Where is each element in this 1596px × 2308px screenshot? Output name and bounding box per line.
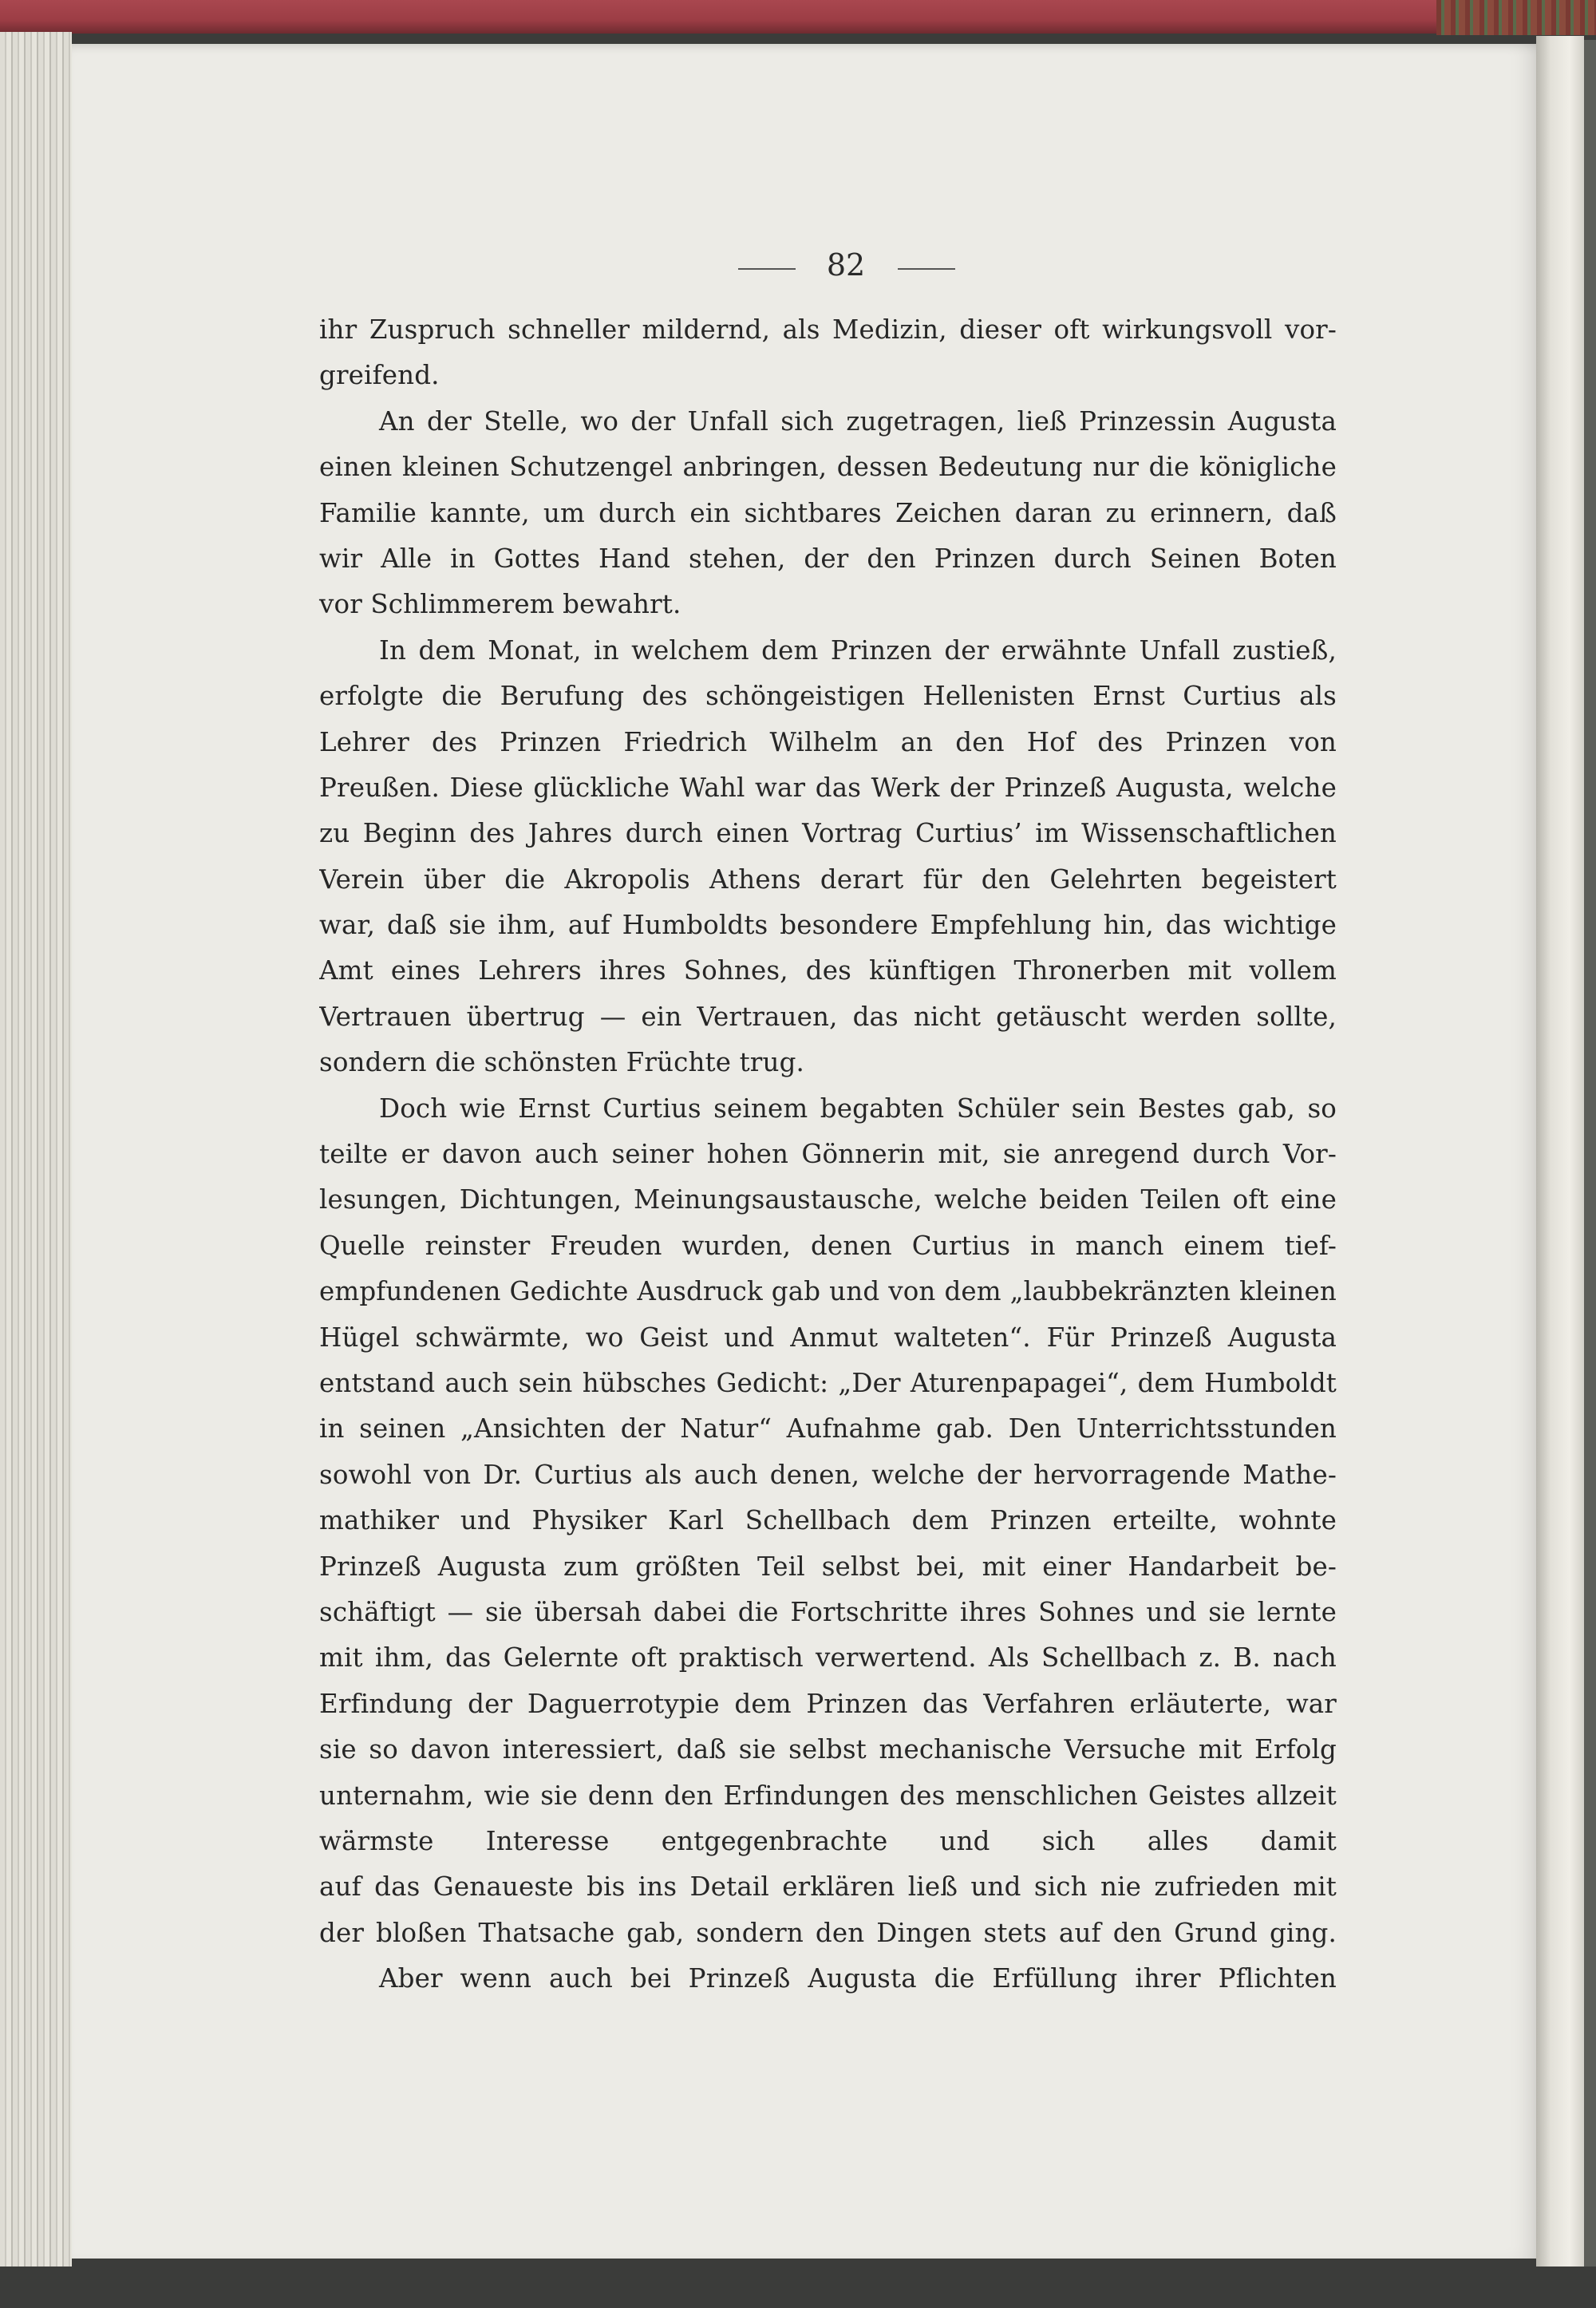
text-line: wir Alle in Gottes Hand stehen, der den Prinzen durch Seinen Boten	[319, 543, 1337, 574]
text-line: Preußen. Diese glückliche Wahl war das Werk der Prinzeß Augusta, welche	[319, 772, 1337, 803]
text-line: Aber wenn auch bei Prinzeß Augusta die Erfüllung ihrer Pflichten	[379, 1963, 1337, 1994]
text-line: unternahm, wie sie denn den Erfindungen des menschlichen Geistes allzeit	[319, 1780, 1337, 1811]
paragraph	[319, 399, 1337, 628]
body-text	[319, 307, 1337, 2002]
paragraph	[319, 1086, 1337, 1956]
page-number: 82	[826, 247, 866, 283]
text-line: sowohl von Dr. Curtius als auch denen, welche der hervorragende Mathe-	[319, 1459, 1337, 1490]
text-line: erfolgte die Berufung des schöngeistigen Hellenisten Ernst Curtius als	[319, 681, 1337, 712]
text-line: Prinzeß Augusta zum größten Teil selbst bei, mit einer Handarbeit be-	[319, 1551, 1337, 1582]
text-line: zu Beginn des Jahres durch einen Vortrag Curtius’ im Wissenschaftlichen	[319, 818, 1337, 849]
text-line: wärmste Interesse entgegenbrachte und sich alles damit	[319, 1825, 1337, 1856]
text-line: war, daß sie ihm, auf Humboldts besondere Empfehlung hin, das wichtige	[319, 910, 1337, 941]
book-spine-shadow	[1584, 40, 1596, 2267]
paragraph	[319, 307, 1337, 399]
text-line: teilte er davon auch seiner hohen Gönnerin mit, sie anregend durch Vor-	[319, 1139, 1337, 1170]
text-line: schäftigt — sie übersah dabei die Fortschritte ihres Sohnes und sie lernte	[319, 1596, 1337, 1627]
book-cover-edge	[0, 0, 1596, 34]
text-line: Familie kannte, um durch ein sichtbares Zeichen daran zu erinnern, daß	[319, 497, 1337, 528]
text-line: mathiker und Physiker Karl Schellbach dem Prinzen erteilte, wohnte	[319, 1505, 1337, 1536]
text-line: in seinen „Ansichten der Natur“ Aufnahme gab. Den Unterrichtsstunden	[319, 1413, 1337, 1444]
header-rule-left	[738, 268, 796, 270]
text-line: ihr Zuspruch schneller mildernd, als Medizin, dieser oft wirkungsvoll vor-	[319, 314, 1337, 345]
text-line: Quelle reinster Freuden wurden, denen Curtius in manch einem tief-	[319, 1230, 1337, 1261]
text-line: der bloßen Thatsache gab, sondern den Dingen stets auf den Grund ging.	[319, 1917, 1337, 1948]
paragraph	[319, 1956, 1337, 2002]
paragraph	[319, 628, 1337, 1086]
text-line: Lehrer des Prinzen Friedrich Wilhelm an den Hof des Prinzen von	[319, 726, 1337, 757]
text-line: Erfindung der Daguerrotypie dem Prinzen das Verfahren erläuterte, war	[319, 1688, 1337, 1719]
text-line: empfundenen Gedichte Ausdruck gab und von dem „laubbekränzten kleinen	[319, 1276, 1337, 1307]
text-line: auf das Genaueste bis ins Detail erklären ließ und sich nie zufrieden mit	[319, 1871, 1337, 1903]
text-line: Verein über die Akropolis Athens derart für den Gelehrten begeistert	[319, 864, 1337, 895]
text-line: Amt eines Lehrers ihres Sohnes, des künftigen Thronerben mit vollem	[319, 955, 1337, 986]
text-line: Doch wie Ernst Curtius seinem begabten Schüler sein Bestes gab, so	[379, 1093, 1337, 1124]
text-line: vor Schlimmerem bewahrt.	[319, 589, 681, 620]
text-line: entstand auch sein hübsches Gedicht: „Der Aturenpapagei“, dem Humboldt	[319, 1367, 1337, 1398]
text-line: In dem Monat, in welchem dem Prinzen der erwähnte Unfall zustieß,	[379, 634, 1337, 666]
text-line: sondern die schönsten Früchte trug.	[319, 1047, 805, 1078]
text-line: einen kleinen Schutzengel anbringen, dessen Bedeutung nur die königliche	[319, 452, 1337, 483]
text-line: greifend.	[319, 360, 440, 391]
text-line: An der Stelle, wo der Unfall sich zugetragen, ließ Prinzessin Augusta	[379, 405, 1337, 437]
text-line: lesungen, Dichtungen, Meinungsaustausche, welche beiden Teilen oft eine	[319, 1184, 1337, 1215]
text-line: sie so davon interessiert, daß sie selbst mechanische Versuche mit Erfolg	[319, 1734, 1337, 1765]
page-stack-left	[0, 32, 72, 2267]
book-headband	[1436, 0, 1596, 35]
page-edge-right	[1536, 36, 1584, 2267]
text-line: mit ihm, das Gelernte oft praktisch verwertend. Als Schellbach z. B. nach	[319, 1642, 1337, 1674]
header-rule-right	[898, 268, 955, 270]
text-line: Hügel schwärmte, wo Geist und Anmut walteten“. Für Prinzeß Augusta	[319, 1322, 1337, 1353]
text-line: Vertrauen übertrug — ein Vertrauen, das nicht getäuscht werden sollte,	[319, 1001, 1337, 1032]
